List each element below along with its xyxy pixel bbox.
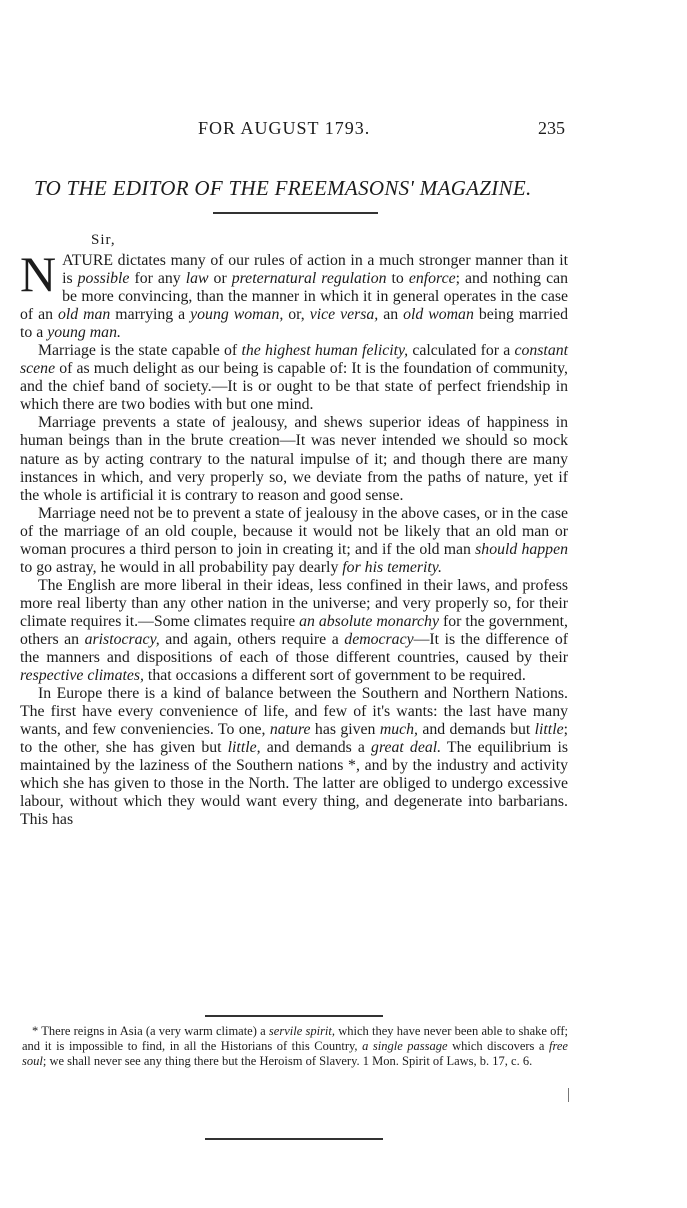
footnote-emphasis: servile spirit, — [268, 1024, 336, 1038]
page-number: 235 — [538, 118, 565, 138]
footnote-divider — [205, 1015, 383, 1017]
paragraph-6-emphasis: little, — [227, 739, 261, 757]
paragraph-1-emphasis: law — [185, 270, 209, 288]
margin-mark — [568, 1088, 569, 1102]
article-title: TO THE EDITOR OF THE FREEMASONS' MAGAZINE. — [34, 176, 532, 200]
paragraph-2-text: Marriage is the state capable of — [38, 342, 242, 360]
paragraph-4 — [20, 505, 568, 577]
paragraph-6-text: The equilibrium is maintained by the laziness of the Southern nations *, and by the industry and activity which she has given to those in the North. The latter are obliged to undergo excessive labour, without which they would want every thing, and degenerate into barbarians. This has — [20, 739, 568, 829]
paragraph-6 — [20, 685, 568, 829]
drop-cap: N — [20, 246, 57, 302]
footnote — [22, 1024, 568, 1070]
paragraph-2-text: of as much delight as our being is capable of: It is the foundation of community, and the chief band of society.—It is or ought to be that state of perfect friendship in which there are two bodies with but one mind. — [20, 360, 568, 414]
paragraph-1 — [20, 246, 569, 342]
paragraph-6-text: ; to the other, she has given but — [20, 721, 568, 757]
paragraph-1-text: ; and nothing can be more convincing, than the manner in which it in general operates in the case of an — [20, 270, 569, 324]
paragraph-4-text: to go astray, he would in all probability pay dearly — [20, 558, 343, 576]
paragraph-5 — [20, 577, 568, 685]
footnote-emphasis: a single passage — [362, 1039, 448, 1054]
paragraph-5-text: and again, others require a — [159, 630, 345, 648]
paragraph-6-emphasis: nature — [269, 721, 311, 739]
footnote-part: which they have never been able to shake off; and it is impossible to find, in all the Historians of this Country, — [22, 1024, 568, 1054]
paragraph-4-emphasis: should happen — [475, 540, 568, 558]
title-divider — [213, 212, 378, 214]
running-head — [0, 118, 687, 142]
paragraph-1-emphasis: young woman, — [190, 306, 284, 324]
paragraph-4-text: Marriage need not be to prevent a state of jealousy in the above cases, or in the case of the marriage of an old couple, because it would not be likely that an old man or woman procures a third person to join in creating it; and if the old man — [20, 504, 568, 558]
paragraph-1-text: marrying a — [110, 306, 191, 324]
paragraph-6-emphasis: much, — [379, 721, 418, 739]
footnote-text — [22, 1024, 568, 1070]
paragraph-1-text: for any — [129, 270, 186, 288]
paragraph-6-text: In Europe there is a kind of balance between the Southern and Northern Nations. The first have every convenience of life, and few of it's wants: the last have many wants, and few conveniencies. To one, — [20, 685, 568, 739]
paragraph-5-text: that occasions a different sort of government to be required. — [143, 667, 526, 685]
bottom-divider — [205, 1138, 383, 1140]
paragraph-5-text: —It is the difference of the manners and dispositions of each of those different countries, caused by their — [20, 630, 568, 667]
paragraph-1-text: or, — [283, 306, 310, 324]
paragraph-5-text: for the government, others an — [20, 612, 569, 648]
paragraph-1-emphasis: preternatural regulation — [231, 270, 387, 288]
paragraph-1-emphasis: vice versa, — [309, 306, 379, 324]
paragraph-1-text: to — [386, 270, 409, 288]
paragraph-5-emphasis: aristocracy, — [84, 630, 160, 648]
paragraph-1-emphasis: young man. — [47, 324, 121, 342]
footnote-emphasis: free soul — [22, 1039, 568, 1069]
footnote-part: ; we shall never see any thing there but the Heroism of Slavery. — [42, 1054, 360, 1069]
paragraph-4-emphasis: for his temerity. — [342, 558, 442, 576]
paragraph-1-emphasis: enforce — [408, 270, 456, 288]
paragraph-6-text: has given — [310, 721, 380, 739]
paragraph-2 — [20, 342, 568, 414]
paragraph-1-text: being married to a — [20, 306, 568, 342]
paragraph-6-text: and demands but — [418, 721, 535, 739]
paragraph-1-emphasis: old woman — [403, 306, 474, 324]
paragraph-5-emphasis: an absolute monarchy — [299, 612, 439, 630]
footnote-citation: 1 Mon. Spirit of Laws, b. 17, c. 6. — [359, 1054, 533, 1069]
paragraph-6-emphasis: great deal. — [371, 739, 442, 757]
paragraph-1-text: or — [208, 270, 232, 288]
running-title: FOR AUGUST 1793. — [198, 118, 371, 138]
paragraph-1-emphasis: possible — [77, 270, 130, 288]
paragraph-2-emphasis: constant scene — [20, 342, 568, 378]
paragraph-1-text: an — [378, 306, 404, 324]
paragraph-5-text: The English are more liberal in their ideas, less confined in their laws, and profess more real liberty than any other nation in the universe; and very properly so, for their climate requires it.—Some climates require — [20, 576, 568, 630]
paragraph-5-emphasis: democracy — [344, 630, 414, 648]
paragraph-2-emphasis: the highest human felicity, — [241, 342, 409, 360]
paragraph-1-emphasis: old man — [57, 306, 111, 324]
paragraph-6-emphasis: little — [534, 721, 564, 739]
salutation: Sir, — [91, 232, 116, 248]
paragraph-1-text: ATURE dictates many of our rules of action in a much stronger manner than it is — [62, 252, 568, 288]
paragraph-3: Marriage prevents a state of jealousy, and shews superior ideas of happiness in human beings than in the brute creation—It was never intended we should so mock nature as by acting contrary to the natural impulse of it; and though there are many instances in which, and very properly so, we deviate from the paths of nature, yet if the whole is artificial it is contrary to reason and good sense. — [20, 414, 568, 504]
footnote-part: * There reigns in Asia (a very warm climate) a — [32, 1024, 269, 1038]
article-body — [20, 246, 569, 830]
footnote-part: which discovers a — [447, 1039, 550, 1054]
paragraph-2-text: calculated for a — [408, 342, 515, 360]
paragraph-6-text: and demands a — [260, 739, 372, 757]
paragraph-5-emphasis: respective climates, — [20, 667, 144, 685]
